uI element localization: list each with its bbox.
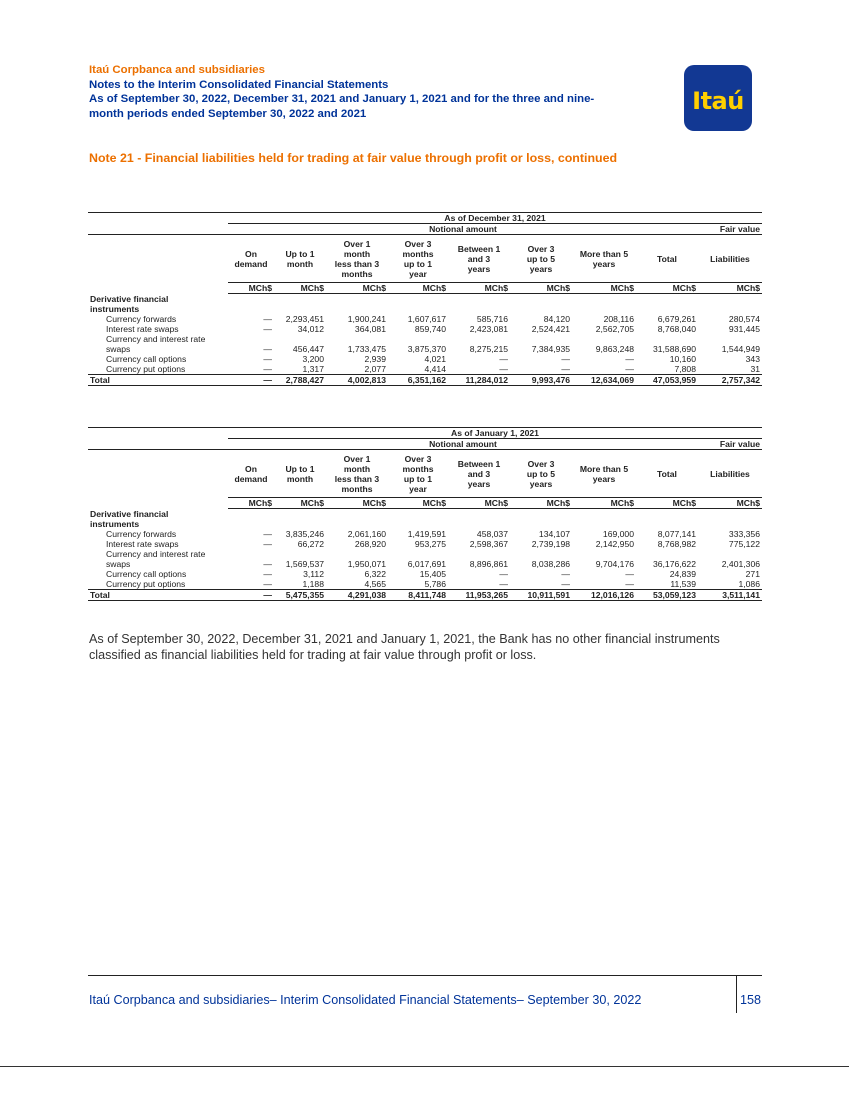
unit-label: MCh$: [228, 498, 274, 509]
unit-label: MCh$: [572, 498, 636, 509]
cell-value: —: [625, 569, 634, 579]
cell-value: —: [499, 569, 508, 579]
table-row: [88, 324, 762, 334]
unit-label: MCh$: [274, 283, 326, 294]
cell-value: 1,317: [302, 364, 324, 374]
cell-value: 9,863,248: [595, 344, 634, 354]
row-label: Interest rate swaps: [106, 539, 179, 549]
cell-value: 1,607,617: [407, 314, 446, 324]
footer-vertical-divider: [736, 975, 737, 1013]
cell-value: 8,768,040: [657, 324, 696, 334]
cell-value: 1,950,071: [347, 559, 386, 569]
total-value: 5,475,355: [274, 590, 326, 601]
cell-value: 4,021: [424, 354, 446, 364]
cell-value: 8,768,982: [657, 539, 696, 549]
cell-value: 4,414: [424, 364, 446, 374]
cell-value: 9,704,176: [595, 559, 634, 569]
cell-value: —: [499, 579, 508, 589]
total-value: —: [228, 590, 274, 601]
unit-label: MCh$: [636, 498, 698, 509]
col-header-total: Total: [657, 468, 677, 479]
col-header-over-1-month: Over 1 month less than 3 months: [334, 453, 380, 494]
cell-value: 364,081: [354, 324, 386, 334]
col-header-liabilities: Liabilities: [710, 253, 750, 264]
unit-label: MCh$: [448, 283, 510, 294]
company-name: Itaú Corpbanca and subsidiaries: [89, 64, 265, 76]
cell-value: 4,565: [364, 579, 386, 589]
cell-value: 1,086: [738, 579, 760, 589]
closing-paragraph: As of September 30, 2022, December 31, 2021 and January 1, 2021, the Bank has no other financial instruments classified as financial liabilities held for trading at fair value through profit or loss.: [89, 632, 720, 662]
cell-value: —: [263, 324, 272, 334]
table-title: As of December 31, 2021: [228, 213, 762, 224]
cell-value: 931,445: [728, 324, 760, 334]
unit-label: MCh$: [636, 283, 698, 294]
table-row: [88, 314, 762, 324]
col-header-over-3-months: Over 3 months up to 1 year: [402, 238, 434, 279]
col-header-total: Total: [657, 253, 677, 264]
table-row: [88, 364, 762, 375]
cell-value: 2,939: [364, 354, 386, 364]
cell-value: 8,038,286: [531, 559, 570, 569]
unit-label: MCh$: [698, 498, 762, 509]
total-label: Total: [88, 375, 228, 386]
col-header-on-demand: On demand: [234, 248, 268, 269]
cell-value: 24,839: [669, 569, 696, 579]
itau-logo: [684, 65, 752, 131]
table-dec-2021: [88, 212, 762, 386]
cell-value: 84,120: [543, 314, 570, 324]
cell-value: 2,061,160: [347, 529, 386, 539]
cell-value: 2,401,306: [721, 559, 760, 569]
notional-amount-header: Notional amount: [228, 224, 698, 235]
col-header-over-3-months: Over 3 months up to 1 year: [402, 453, 434, 494]
col-header-between-1-3-years: Between 1 and 3 years: [457, 243, 501, 274]
cell-value: 8,077,141: [657, 529, 696, 539]
table-row: [88, 334, 762, 354]
unit-label: MCh$: [572, 283, 636, 294]
total-value: 6,351,162: [388, 375, 448, 386]
cell-value: —: [561, 569, 570, 579]
cell-value: 134,107: [538, 529, 570, 539]
total-value: 2,757,342: [698, 375, 762, 386]
fair-value-header: Fair value: [698, 439, 762, 450]
col-header-up-to-1-month: Up to 1 month: [285, 248, 315, 269]
col-header-up-to-1-month: Up to 1 month: [285, 463, 315, 484]
fair-value-header: Fair value: [698, 224, 762, 235]
cell-value: 11,539: [670, 579, 696, 589]
cell-value: 2,524,421: [531, 324, 570, 334]
cell-value: 10,160: [669, 354, 696, 364]
cell-value: —: [263, 354, 272, 364]
unit-label: MCh$: [510, 498, 572, 509]
cell-value: 775,122: [728, 539, 760, 549]
table-title: As of January 1, 2021: [228, 428, 762, 439]
col-header-over-3-years: Over 3 up to 5 years: [526, 243, 556, 274]
total-value: 9,993,476: [510, 375, 572, 386]
group-label: Derivative financial instruments: [90, 509, 169, 529]
cell-value: 2,739,198: [531, 539, 570, 549]
period-line-2: month periods ended September 30, 2022 and 2021: [89, 107, 367, 120]
cell-value: —: [263, 314, 272, 324]
row-label: Currency put options: [106, 579, 186, 589]
total-row: [88, 375, 762, 386]
cell-value: 7,384,935: [531, 344, 570, 354]
total-row: [88, 590, 762, 601]
cell-value: —: [561, 579, 570, 589]
total-value: 4,002,813: [326, 375, 388, 386]
total-value: 10,911,591: [510, 590, 572, 601]
col-header-over-3-years: Over 3 up to 5 years: [526, 458, 556, 489]
row-label: Currency forwards: [106, 529, 177, 539]
cell-value: 280,574: [728, 314, 760, 324]
row-label: Currency call options: [106, 354, 187, 364]
logo-text: Itaú: [692, 87, 744, 115]
cell-value: 343: [745, 354, 760, 364]
cell-value: —: [499, 354, 508, 364]
col-header-between-1-3-years: Between 1 and 3 years: [457, 458, 501, 489]
table-row: [88, 579, 762, 590]
footer-divider: [88, 975, 762, 976]
cell-value: 8,896,861: [469, 559, 508, 569]
total-value: —: [228, 375, 274, 386]
cell-value: —: [561, 364, 570, 374]
cell-value: —: [263, 569, 272, 579]
col-header-over-1-month: Over 1 month less than 3 months: [334, 238, 380, 279]
cell-value: 6,679,261: [657, 314, 696, 324]
unit-label: MCh$: [326, 283, 388, 294]
notes-title: Notes to the Interim Consolidated Financial Statements: [89, 78, 389, 91]
cell-value: 585,716: [476, 314, 508, 324]
cell-value: 1,900,241: [347, 314, 386, 324]
unit-label: MCh$: [698, 283, 762, 294]
cell-value: 271: [745, 569, 760, 579]
cell-value: 333,356: [728, 529, 760, 539]
unit-label: MCh$: [326, 498, 388, 509]
table-jan-2021: [88, 427, 762, 601]
cell-value: 36,176,622: [652, 559, 696, 569]
cell-value: 169,000: [602, 529, 634, 539]
page-number: 158: [740, 993, 762, 1007]
table-row: [88, 539, 762, 549]
footer-text: Itaú Corpbanca and subsidiaries– Interim Consolidated Financial Statements– September 30, 2022: [89, 993, 642, 1007]
cell-value: 2,142,950: [595, 539, 634, 549]
cell-value: 6,017,691: [407, 559, 446, 569]
period-line-1: As of September 30, 2022, December 31, 2021 and January 1, 2021 and for the three and nine-: [89, 93, 595, 105]
cell-value: 8,275,215: [469, 344, 508, 354]
cell-value: 953,275: [414, 539, 446, 549]
cell-value: —: [625, 579, 634, 589]
unit-label: MCh$: [274, 498, 326, 509]
cell-value: 859,740: [414, 324, 446, 334]
col-header-on-demand: On demand: [234, 463, 268, 484]
cell-value: —: [625, 364, 634, 374]
total-value: 8,411,748: [388, 590, 448, 601]
total-value: 12,634,069: [572, 375, 636, 386]
cell-value: 2,562,705: [595, 324, 634, 334]
cell-value: 6,322: [364, 569, 386, 579]
unit-label: MCh$: [510, 283, 572, 294]
cell-value: 2,423,081: [469, 324, 508, 334]
cell-value: 15,405: [419, 569, 446, 579]
cell-value: 1,544,949: [721, 344, 760, 354]
col-header-more-than-5-years: More than 5 years: [579, 248, 629, 269]
cell-value: 3,112: [303, 569, 324, 579]
cell-value: 31: [750, 364, 760, 374]
cell-value: —: [263, 539, 272, 549]
row-label: Interest rate swaps: [106, 324, 179, 334]
col-header-more-than-5-years: More than 5 years: [579, 463, 629, 484]
page-bottom-edge: [0, 1066, 849, 1067]
total-value: 2,788,427: [274, 375, 326, 386]
cell-value: 34,012: [297, 324, 324, 334]
unit-label: MCh$: [388, 283, 448, 294]
row-label: Currency and interest rate swaps: [106, 549, 206, 569]
cell-value: 458,037: [476, 529, 508, 539]
total-value: 11,953,265: [448, 590, 510, 601]
cell-value: —: [499, 364, 508, 374]
unit-label: MCh$: [228, 283, 274, 294]
cell-value: 1,569,537: [285, 559, 324, 569]
cell-value: 31,588,690: [652, 344, 696, 354]
cell-value: 1,733,475: [347, 344, 386, 354]
cell-value: —: [625, 354, 634, 364]
cell-value: —: [561, 354, 570, 364]
cell-value: 268,920: [354, 539, 386, 549]
cell-value: —: [263, 529, 272, 539]
cell-value: 3,875,370: [407, 344, 446, 354]
table-row: [88, 354, 762, 364]
row-label: Currency put options: [106, 364, 186, 374]
total-value: 3,511,141: [698, 590, 762, 601]
page-header: [89, 63, 669, 121]
row-label: Currency and interest rate swaps: [106, 334, 206, 354]
cell-value: 3,835,246: [285, 529, 324, 539]
unit-label: MCh$: [388, 498, 448, 509]
table-row: [88, 549, 762, 569]
cell-value: 5,786: [424, 579, 446, 589]
total-value: 4,291,038: [326, 590, 388, 601]
cell-value: 2,293,451: [285, 314, 324, 324]
notional-amount-header: Notional amount: [228, 439, 698, 450]
table-row: [88, 569, 762, 579]
cell-value: 456,447: [292, 344, 324, 354]
cell-value: 1,188: [302, 579, 324, 589]
total-label: Total: [88, 590, 228, 601]
cell-value: 3,200: [302, 354, 324, 364]
cell-value: —: [263, 364, 272, 374]
group-label: Derivative financial instruments: [90, 294, 169, 314]
cell-value: 2,598,367: [469, 539, 508, 549]
row-label: Currency call options: [106, 569, 187, 579]
cell-value: 66,272: [297, 539, 324, 549]
total-value: 12,016,126: [572, 590, 636, 601]
cell-value: —: [263, 344, 272, 354]
cell-value: 7,808: [674, 364, 696, 374]
cell-value: —: [263, 559, 272, 569]
cell-value: 2,077: [364, 364, 386, 374]
row-label: Currency forwards: [106, 314, 177, 324]
table-row: [88, 529, 762, 539]
note-title: Note 21 - Financial liabilities held for trading at fair value through profit or loss, continued: [89, 151, 618, 165]
total-value: 47,053,959: [636, 375, 698, 386]
cell-value: —: [263, 579, 272, 589]
col-header-liabilities: Liabilities: [710, 468, 750, 479]
cell-value: 208,116: [603, 314, 634, 324]
cell-value: 1,419,591: [407, 529, 446, 539]
unit-label: MCh$: [448, 498, 510, 509]
total-value: 11,284,012: [448, 375, 510, 386]
total-value: 53,059,123: [636, 590, 698, 601]
